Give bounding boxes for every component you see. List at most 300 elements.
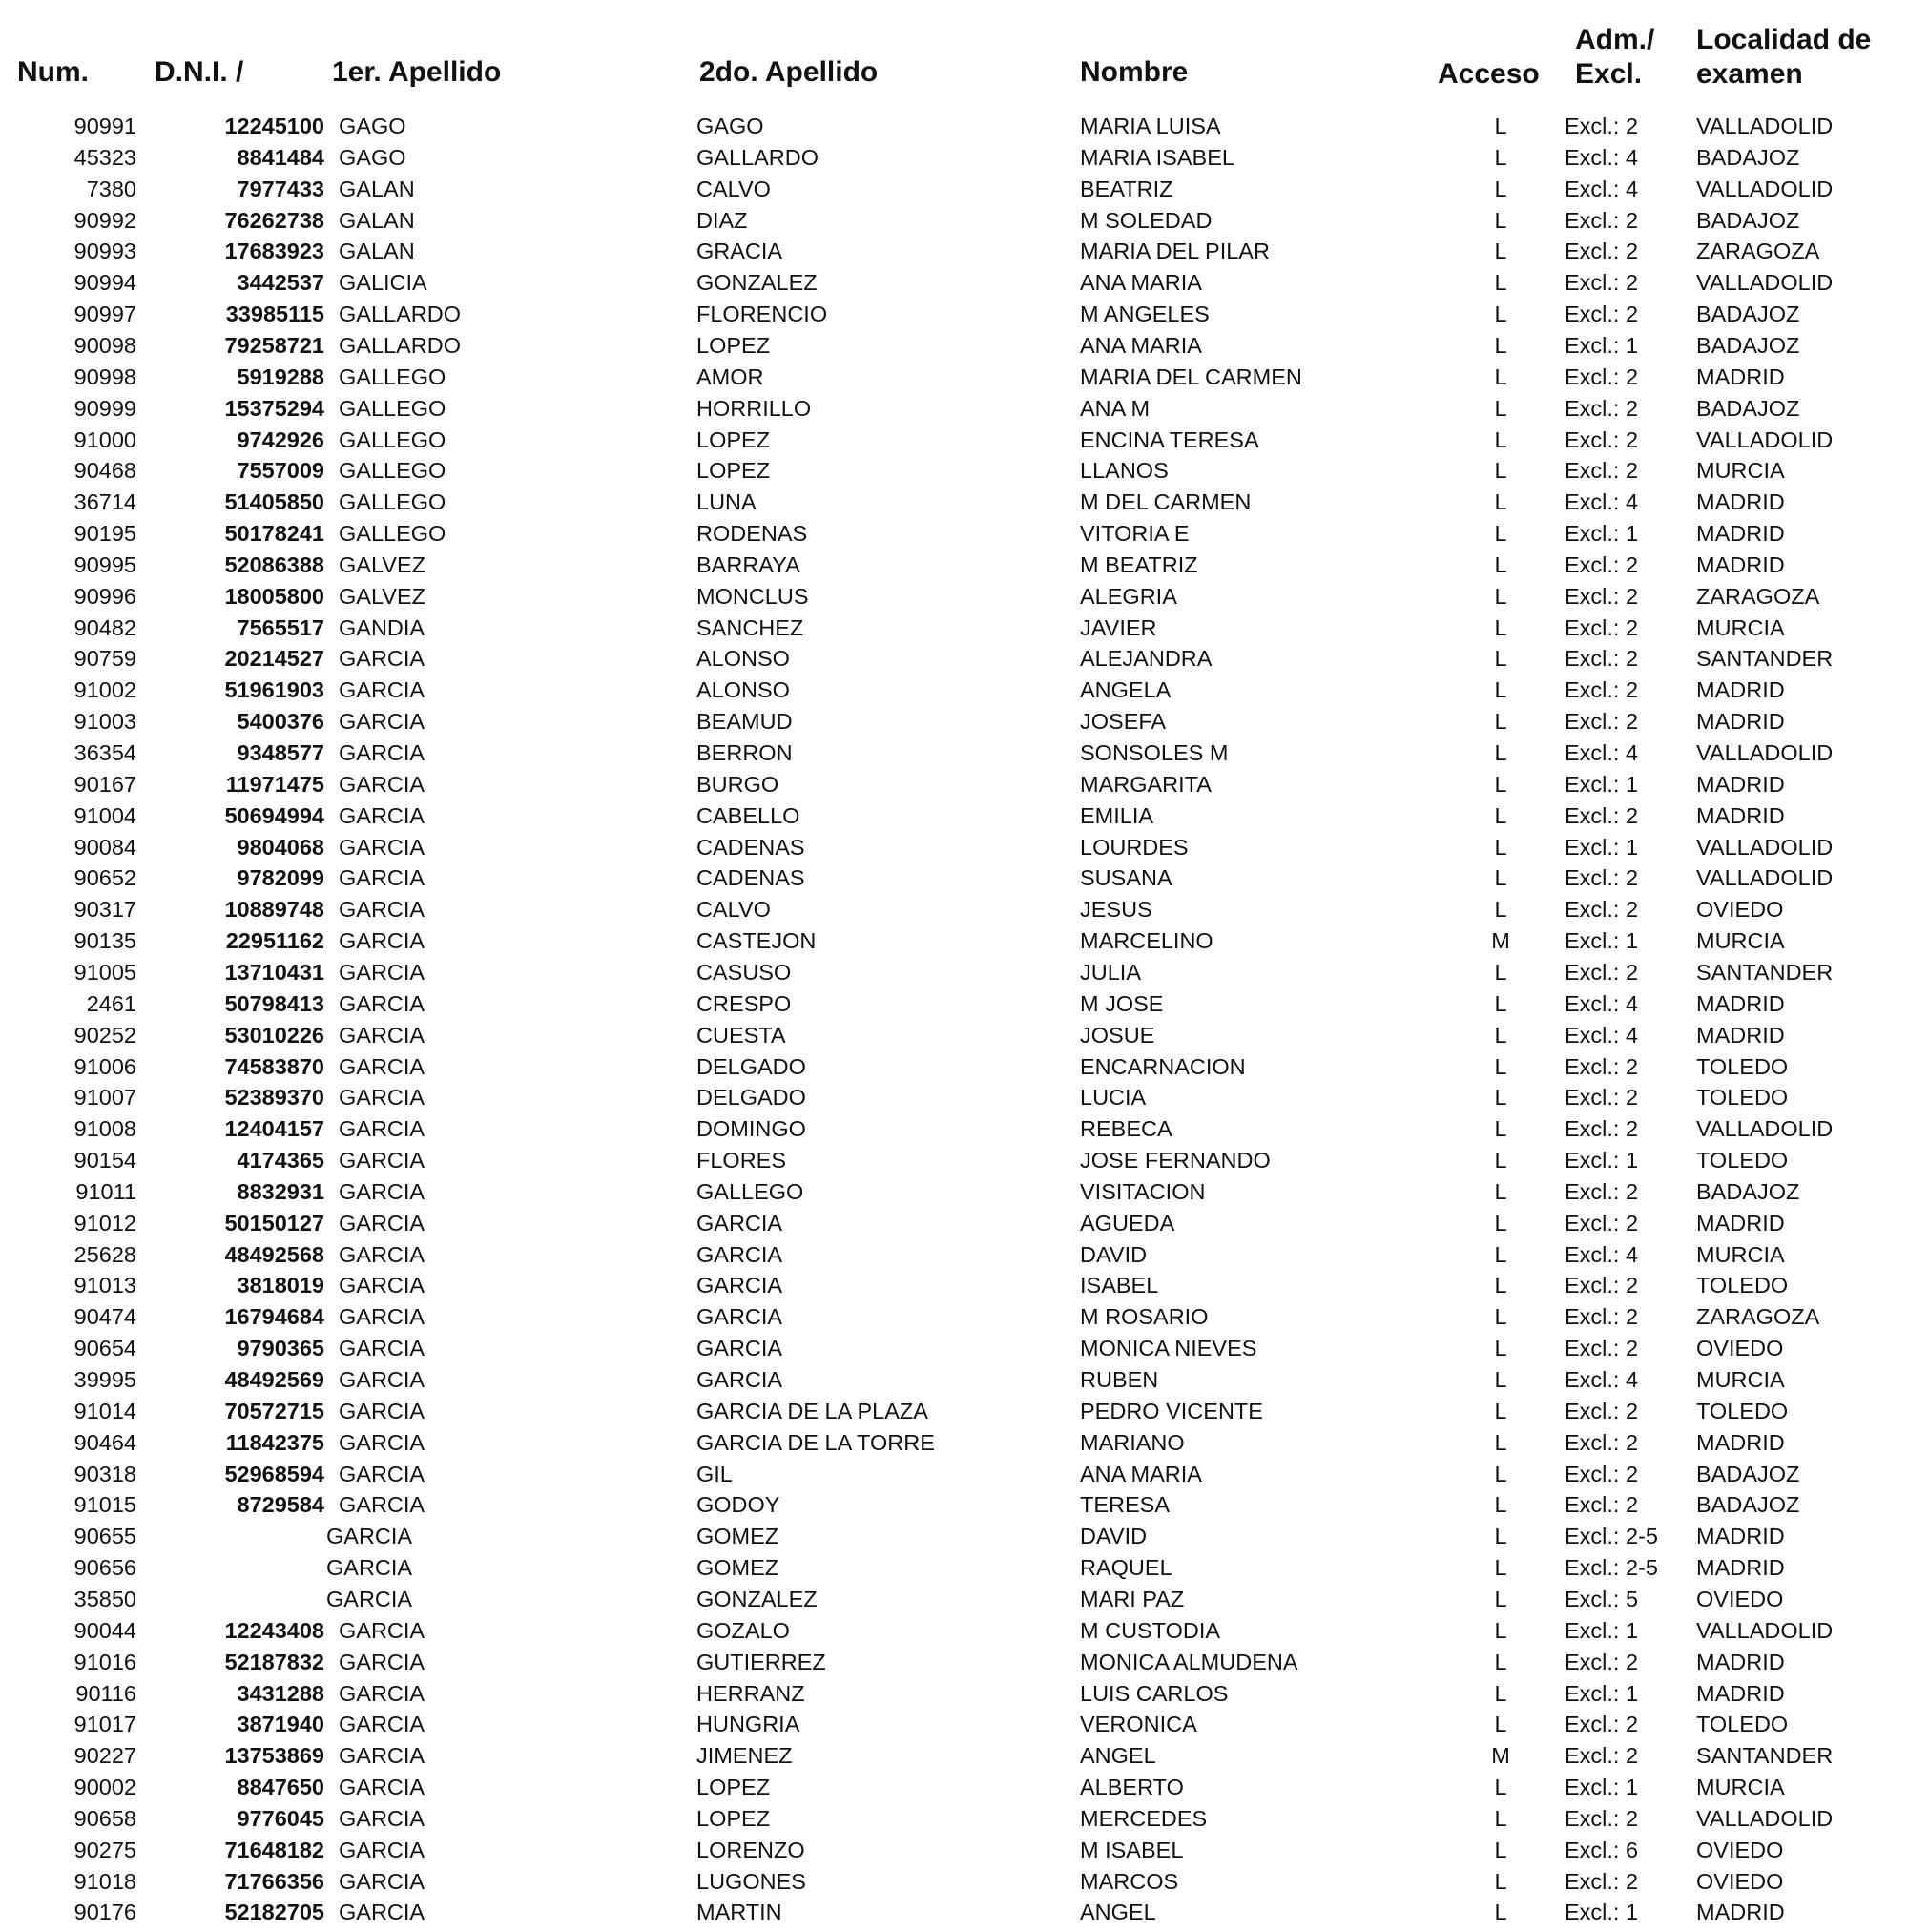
table-row: [0, 299, 1908, 330]
localidad-cell: MADRID: [1696, 489, 1785, 515]
localidad-cell: MADRID: [1696, 1649, 1785, 1674]
nombre-cell: ANGEL: [1080, 1900, 1156, 1925]
dni-cell: 8847650: [237, 1775, 324, 1800]
num-cell: 90464: [73, 1429, 136, 1455]
apellido1-cell: GALLEGO: [339, 489, 446, 515]
apellido1-cell: GARCIA: [339, 1053, 425, 1079]
apellido2-cell: BEAMUD: [696, 709, 793, 735]
dni-cell: 9804068: [237, 834, 324, 860]
apellido1-cell: GARCIA: [339, 1304, 425, 1330]
table-row: [0, 1678, 1908, 1710]
nombre-cell: REBECA: [1080, 1116, 1172, 1142]
header-num: Num.: [17, 56, 89, 88]
num-cell: 91002: [73, 677, 136, 703]
acceso-cell: L: [1494, 802, 1507, 828]
localidad-cell: VALLADOLID: [1696, 426, 1834, 452]
table-row: [0, 1364, 1908, 1396]
nombre-cell: MARIA DEL CARMEN: [1080, 364, 1302, 389]
num-cell: 90227: [73, 1743, 136, 1769]
table-row: [0, 1333, 1908, 1364]
table-row: [0, 643, 1908, 675]
apellido2-cell: HUNGRIA: [696, 1712, 800, 1737]
apellido1-cell: GARCIA: [339, 709, 425, 735]
excl-cell: Excl.: 4: [1565, 1022, 1639, 1048]
excl-cell: Excl.: 2: [1565, 1085, 1639, 1111]
apellido1-cell: GARCIA: [339, 959, 425, 985]
num-cell: 90317: [73, 897, 136, 923]
apellido1-cell: GARCIA: [339, 1429, 425, 1455]
localidad-cell: SANTANDER: [1696, 646, 1834, 672]
apellido1-cell: GARCIA: [326, 1524, 413, 1549]
acceso-cell: L: [1494, 1555, 1507, 1581]
excl-cell: Excl.: 4: [1565, 144, 1639, 170]
nombre-cell: LUCIA: [1080, 1085, 1147, 1111]
excl-cell: Excl.: 2: [1565, 207, 1639, 233]
apellido1-cell: GARCIA: [339, 771, 425, 797]
num-cell: 91017: [73, 1712, 136, 1737]
nombre-cell: M SOLEDAD: [1080, 207, 1213, 233]
nombre-cell: SUSANA: [1080, 865, 1172, 891]
header-loc-line2: examen: [1696, 58, 1803, 90]
num-cell: 90654: [73, 1336, 136, 1361]
dni-cell: 9790365: [237, 1336, 324, 1361]
apellido2-cell: GARCIA: [696, 1210, 783, 1236]
table-row: [0, 1897, 1908, 1928]
apellido2-cell: GODOY: [696, 1492, 780, 1518]
acceso-cell: L: [1494, 1837, 1507, 1862]
excl-cell: Excl.: 1: [1565, 1680, 1639, 1706]
nombre-cell: DAVID: [1080, 1241, 1148, 1267]
excl-cell: Excl.: 2: [1565, 1712, 1639, 1737]
apellido2-cell: CALVO: [696, 176, 771, 201]
localidad-cell: OVIEDO: [1696, 1837, 1784, 1862]
nombre-cell: MERCEDES: [1080, 1805, 1208, 1831]
table-row: [0, 236, 1908, 267]
table-row: [0, 330, 1908, 362]
apellido1-cell: GAGO: [339, 114, 406, 138]
acceso-cell: L: [1494, 990, 1507, 1016]
acceso-cell: L: [1494, 1900, 1507, 1925]
dni-cell: 76262738: [224, 207, 324, 233]
dni-cell: 52182705: [224, 1900, 324, 1925]
dni-cell: 52187832: [224, 1649, 324, 1674]
num-cell: 90997: [73, 301, 136, 327]
num-cell: 90195: [73, 521, 136, 547]
apellido1-cell: GARCIA: [339, 1868, 425, 1894]
table-row: [0, 1835, 1908, 1866]
nombre-cell: MARIA LUISA: [1080, 114, 1221, 138]
excl-cell: Excl.: 2: [1565, 458, 1639, 484]
localidad-cell: VALLADOLID: [1696, 270, 1834, 296]
acceso-cell: L: [1494, 1649, 1507, 1674]
localidad-cell: BADAJOZ: [1696, 1178, 1800, 1204]
apellido2-cell: LOPEZ: [696, 458, 771, 484]
nombre-cell: MARCELINO: [1080, 928, 1213, 954]
excl-cell: Excl.: 2: [1565, 865, 1639, 891]
apellido2-cell: GARCIA DE LA TORRE: [696, 1429, 935, 1455]
nombre-cell: ANA MARIA: [1080, 1461, 1202, 1486]
apellido2-cell: BERRON: [696, 740, 793, 765]
dni-cell: 74583870: [224, 1053, 324, 1079]
apellido2-cell: GRACIA: [696, 239, 783, 264]
excl-cell: Excl.: 1: [1565, 332, 1639, 358]
apellido1-cell: GALVEZ: [339, 583, 425, 609]
table-row: [0, 205, 1908, 237]
nombre-cell: ALEJANDRA: [1080, 646, 1213, 672]
dni-cell: 48492568: [224, 1241, 324, 1267]
apellido2-cell: BARRAYA: [696, 551, 800, 577]
nombre-cell: RUBEN: [1080, 1367, 1159, 1392]
apellido2-cell: GARCIA: [696, 1304, 783, 1330]
nombre-cell: AGUEDA: [1080, 1210, 1175, 1236]
apellido2-cell: GONZALEZ: [696, 270, 818, 296]
dni-cell: [143, 1552, 324, 1584]
acceso-cell: L: [1494, 1775, 1507, 1800]
table-row: [0, 737, 1908, 769]
apellido2-cell: HERRANZ: [696, 1680, 805, 1706]
apellido1-cell: GARCIA: [339, 1148, 425, 1174]
acceso-cell: L: [1494, 1273, 1507, 1298]
acceso-cell: L: [1494, 1617, 1507, 1643]
table-row: [0, 1615, 1908, 1647]
table-row: [0, 800, 1908, 832]
excl-cell: Excl.: 2: [1565, 1868, 1639, 1894]
dni-cell: 52968594: [224, 1461, 324, 1486]
acceso-cell: L: [1494, 521, 1507, 547]
apellido2-cell: ALONSO: [696, 646, 790, 672]
acceso-cell: L: [1494, 897, 1507, 923]
num-cell: 91004: [73, 802, 136, 828]
excl-cell: Excl.: 2: [1565, 1743, 1639, 1769]
localidad-cell: OVIEDO: [1696, 897, 1784, 923]
acceso-cell: L: [1494, 865, 1507, 891]
header-loc-line1: Localidad de: [1696, 24, 1872, 55]
table-row: [0, 455, 1908, 487]
num-cell: 91014: [73, 1398, 136, 1423]
acceso-cell: L: [1494, 583, 1507, 609]
apellido2-cell: LUNA: [696, 489, 757, 515]
excl-cell: Excl.: 2: [1565, 239, 1639, 264]
apellido1-cell: GARCIA: [339, 677, 425, 703]
num-cell: 90176: [73, 1900, 136, 1925]
num-cell: 90468: [73, 458, 136, 484]
localidad-cell: MADRID: [1696, 364, 1785, 389]
apellido2-cell: LORENZO: [696, 1837, 805, 1862]
acceso-cell: L: [1494, 1805, 1507, 1831]
apellido2-cell: LOPEZ: [696, 332, 771, 358]
dni-cell: 11971475: [225, 771, 324, 797]
table-row: [0, 1427, 1908, 1459]
num-cell: 91016: [73, 1649, 136, 1674]
localidad-cell: VALLADOLID: [1696, 1805, 1834, 1831]
apellido1-cell: GANDIA: [339, 614, 425, 640]
excl-cell: Excl.: 2: [1565, 551, 1639, 577]
nombre-cell: M CUSTODIA: [1080, 1617, 1221, 1643]
apellido2-cell: AMOR: [696, 364, 764, 389]
nombre-cell: EMILIA: [1080, 802, 1154, 828]
dni-cell: 22951162: [225, 928, 324, 954]
header-adm-line1: Adm./: [1575, 24, 1655, 55]
nombre-cell: MARIANO: [1080, 1429, 1185, 1455]
localidad-cell: MADRID: [1696, 677, 1785, 703]
excl-cell: Excl.: 2: [1565, 1116, 1639, 1142]
nombre-cell: VISITACION: [1080, 1178, 1206, 1204]
apellido1-cell: GARCIA: [339, 1210, 425, 1236]
excl-cell: Excl.: 4: [1565, 740, 1639, 765]
apellido1-cell: GARCIA: [339, 1116, 425, 1142]
table-row: [0, 675, 1908, 706]
header-localidad: [1696, 23, 1871, 92]
apellido1-cell: GARCIA: [339, 897, 425, 923]
acceso-cell: M: [1491, 928, 1510, 954]
apellido2-cell: GIL: [696, 1461, 733, 1486]
apellido1-cell: GALLEGO: [339, 364, 446, 389]
localidad-cell: BADAJOZ: [1696, 1492, 1800, 1518]
apellido2-cell: GARCIA: [696, 1367, 783, 1392]
table-row: [0, 1552, 1908, 1584]
localidad-cell: BADAJOZ: [1696, 144, 1800, 170]
excl-cell: Excl.: 2: [1565, 897, 1639, 923]
apellido2-cell: GARCIA DE LA PLAZA: [696, 1398, 928, 1423]
acceso-cell: L: [1494, 959, 1507, 985]
table-row: [0, 1020, 1908, 1051]
table-row: [0, 1459, 1908, 1490]
dni-cell: 71766356: [224, 1868, 324, 1894]
acceso-cell: L: [1494, 551, 1507, 577]
localidad-cell: VALLADOLID: [1696, 176, 1834, 201]
excl-cell: Excl.: 1: [1565, 1617, 1639, 1643]
dni-cell: 8832931: [237, 1178, 324, 1204]
acceso-cell: L: [1494, 1336, 1507, 1361]
apellido1-cell: GARCIA: [339, 1743, 425, 1769]
nombre-cell: JESUS: [1080, 897, 1152, 923]
apellido1-cell: GARCIA: [339, 1398, 425, 1423]
acceso-cell: L: [1494, 270, 1507, 296]
acceso-cell: L: [1494, 1085, 1507, 1111]
excl-cell: Excl.: 5: [1565, 1586, 1639, 1611]
localidad-cell: SANTANDER: [1696, 959, 1834, 985]
apellido1-cell: GARCIA: [339, 1837, 425, 1862]
header-apellido1: 1er. Apellido: [332, 56, 502, 88]
dni-cell: 12404157: [224, 1116, 324, 1142]
apellido1-cell: GARCIA: [339, 740, 425, 765]
localidad-cell: TOLEDO: [1696, 1148, 1789, 1174]
apellido2-cell: HORRILLO: [696, 395, 812, 421]
acceso-cell: L: [1494, 1429, 1507, 1455]
excl-cell: Excl.: 2: [1565, 614, 1639, 640]
nombre-cell: JOSUE: [1080, 1022, 1155, 1048]
nombre-cell: LOURDES: [1080, 834, 1189, 860]
nombre-cell: PEDRO VICENTE: [1080, 1398, 1263, 1423]
dni-cell: 50178241: [224, 521, 324, 547]
table-row: [0, 988, 1908, 1020]
apellido1-cell: GARCIA: [339, 1085, 425, 1111]
num-cell: 90135: [73, 928, 136, 954]
num-cell: 90652: [73, 865, 136, 891]
dni-cell: 70572715: [224, 1398, 324, 1423]
localidad-cell: TOLEDO: [1696, 1053, 1789, 1079]
dni-cell: 3818019: [237, 1273, 324, 1298]
apellido1-cell: GARCIA: [339, 1492, 425, 1518]
apellido2-cell: MONCLUS: [696, 583, 809, 609]
table-row: [0, 957, 1908, 988]
apellido2-cell: CASUSO: [696, 959, 792, 985]
localidad-cell: ZARAGOZA: [1696, 1304, 1820, 1330]
num-cell: 25628: [73, 1241, 136, 1267]
num-cell: 90044: [73, 1617, 136, 1643]
table-row: [0, 1803, 1908, 1835]
localidad-cell: VALLADOLID: [1696, 1617, 1834, 1643]
dni-cell: 8841484: [237, 144, 324, 170]
acceso-cell: L: [1494, 614, 1507, 640]
table-row: [0, 362, 1908, 393]
dni-cell: 11842375: [225, 1429, 324, 1455]
localidad-cell: MADRID: [1696, 1429, 1785, 1455]
localidad-cell: OVIEDO: [1696, 1336, 1784, 1361]
table-row: [0, 1709, 1908, 1740]
excl-cell: Excl.: 2: [1565, 802, 1639, 828]
dni-cell: 5400376: [237, 709, 324, 735]
apellido2-cell: CADENAS: [696, 834, 805, 860]
nombre-cell: MARIA ISABEL: [1080, 144, 1234, 170]
table-row: [0, 142, 1908, 174]
apellido1-cell: GALLARDO: [339, 301, 461, 327]
excl-cell: Excl.: 2: [1565, 1805, 1639, 1831]
table-row: [0, 894, 1908, 925]
dni-cell: 13753869: [224, 1743, 324, 1769]
table-row: [0, 581, 1908, 613]
acceso-cell: L: [1494, 1712, 1507, 1737]
excl-cell: Excl.: 1: [1565, 1775, 1639, 1800]
num-cell: 39995: [73, 1367, 136, 1392]
table-row: [0, 706, 1908, 737]
apellido1-cell: GALVEZ: [339, 551, 425, 577]
nombre-cell: M DEL CARMEN: [1080, 489, 1252, 515]
apellido1-cell: GARCIA: [339, 1178, 425, 1204]
apellido1-cell: GARCIA: [339, 834, 425, 860]
apellido2-cell: CADENAS: [696, 865, 805, 891]
acceso-cell: L: [1494, 301, 1507, 327]
nombre-cell: RAQUEL: [1080, 1555, 1172, 1581]
apellido2-cell: DELGADO: [696, 1053, 806, 1079]
num-cell: 91018: [73, 1868, 136, 1894]
num-cell: 36354: [73, 740, 136, 765]
dni-cell: 9348577: [237, 740, 324, 765]
num-cell: 90994: [73, 270, 136, 296]
apellido1-cell: GARCIA: [339, 1461, 425, 1486]
apellido1-cell: GALAN: [339, 239, 415, 264]
table-row: [0, 267, 1908, 299]
dni-cell: 13710431: [224, 959, 324, 985]
header-nombre: Nombre: [1080, 56, 1189, 88]
acceso-cell: L: [1494, 1586, 1507, 1611]
apellido1-cell: GARCIA: [339, 646, 425, 672]
acceso-cell: L: [1494, 834, 1507, 860]
table-row: [0, 111, 1908, 142]
excl-cell: Excl.: 2: [1565, 114, 1639, 138]
nombre-cell: JAVIER: [1080, 614, 1157, 640]
apellido1-cell: GALLEGO: [339, 458, 446, 484]
num-cell: 35850: [73, 1586, 136, 1611]
dni-cell: 5919288: [237, 364, 324, 389]
dni-cell: 50798413: [224, 990, 324, 1016]
header-apellido2: 2do. Apellido: [699, 56, 879, 88]
acceso-cell: L: [1494, 709, 1507, 735]
apellido1-cell: GARCIA: [339, 1649, 425, 1674]
apellido1-cell: GALLEGO: [339, 521, 446, 547]
nombre-cell: ALEGRIA: [1080, 583, 1177, 609]
localidad-cell: MURCIA: [1696, 1367, 1785, 1392]
nombre-cell: BEATRIZ: [1080, 176, 1173, 201]
dni-cell: 20214527: [224, 646, 324, 672]
table-row: [0, 862, 1908, 894]
nombre-cell: SONSOLES M: [1080, 740, 1229, 765]
localidad-cell: ZARAGOZA: [1696, 583, 1820, 609]
acceso-cell: L: [1494, 176, 1507, 201]
apellido2-cell: LOPEZ: [696, 1775, 771, 1800]
acceso-cell: L: [1494, 1868, 1507, 1894]
nombre-cell: M ANGELES: [1080, 301, 1210, 327]
num-cell: 90482: [73, 614, 136, 640]
apellido1-cell: GARCIA: [339, 1336, 425, 1361]
num-cell: 90658: [73, 1805, 136, 1831]
localidad-cell: SANTANDER: [1696, 1743, 1834, 1769]
apellido2-cell: GOMEZ: [696, 1555, 779, 1581]
excl-cell: Excl.: 2: [1565, 1461, 1639, 1486]
apellido2-cell: BURGO: [696, 771, 779, 797]
excl-cell: Excl.: 2: [1565, 1649, 1639, 1674]
apellido2-cell: CRESPO: [696, 990, 792, 1016]
apellido1-cell: GARCIA: [339, 1680, 425, 1706]
nombre-cell: MARGARITA: [1080, 771, 1212, 797]
num-cell: 91011: [75, 1178, 136, 1204]
header-acceso: Acceso: [1438, 58, 1540, 90]
excl-cell: Excl.: 2: [1565, 1398, 1639, 1423]
table-row: [0, 550, 1908, 581]
apellido1-cell: GARCIA: [339, 1367, 425, 1392]
num-cell: 7380: [86, 176, 136, 201]
num-cell: 90996: [73, 583, 136, 609]
apellido2-cell: GARCIA: [696, 1273, 783, 1298]
header-adm-excl: [1575, 23, 1654, 92]
excl-cell: Excl.: 2: [1565, 1336, 1639, 1361]
localidad-cell: OVIEDO: [1696, 1868, 1784, 1894]
dni-cell: 7565517: [237, 614, 324, 640]
apellido1-cell: GARCIA: [339, 1775, 425, 1800]
nombre-cell: M JOSE: [1080, 990, 1164, 1016]
num-cell: 91007: [73, 1085, 136, 1111]
excl-cell: Excl.: 1: [1565, 771, 1639, 797]
apellido1-cell: GARCIA: [339, 802, 425, 828]
localidad-cell: VALLADOLID: [1696, 865, 1834, 891]
acceso-cell: L: [1494, 1210, 1507, 1236]
num-cell: 90991: [73, 114, 136, 138]
num-cell: 2461: [86, 990, 136, 1016]
table-row: [0, 1396, 1908, 1427]
table-row: [0, 1208, 1908, 1239]
table-row: [0, 613, 1908, 644]
num-cell: 91000: [73, 426, 136, 452]
apellido2-cell: CALVO: [696, 897, 771, 923]
num-cell: 91003: [73, 709, 136, 735]
num-cell: 91012: [73, 1210, 136, 1236]
acceso-cell: L: [1494, 1398, 1507, 1423]
acceso-cell: L: [1494, 1148, 1507, 1174]
table-row: [0, 1113, 1908, 1145]
localidad-cell: ZARAGOZA: [1696, 239, 1820, 264]
dni-cell: 18005800: [224, 583, 324, 609]
num-cell: 91006: [73, 1053, 136, 1079]
